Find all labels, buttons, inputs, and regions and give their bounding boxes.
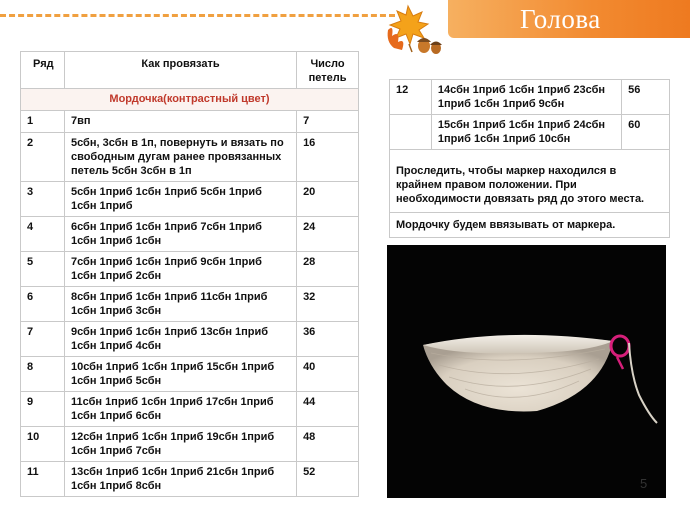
instructions-cell: 9сбн 1приб 1сбн 1приб 13сбн 1приб 1сбн 1приб 4сбн bbox=[64, 322, 296, 357]
stitch-count-cell: 60 bbox=[622, 115, 670, 150]
stitch-count-cell: 20 bbox=[297, 182, 359, 217]
continuation-table bbox=[389, 79, 670, 238]
row-number-cell: 1 bbox=[21, 111, 65, 133]
row-number-cell: 7 bbox=[21, 322, 65, 357]
row-number-cell: 11 bbox=[21, 462, 65, 497]
instructions-cell: 10сбн 1приб 1сбн 1приб 15сбн 1приб 1сбн 1приб 5сбн bbox=[64, 357, 296, 392]
instructions-cell: 7сбн 1приб 1сбн 1приб 9сбн 1приб 1сбн 1приб 2сбн bbox=[64, 252, 296, 287]
stitch-count-cell: 52 bbox=[297, 462, 359, 497]
row-number-cell bbox=[390, 115, 432, 150]
page-number: 5 bbox=[640, 476, 648, 491]
row-number-cell: 8 bbox=[21, 357, 65, 392]
stitch-count-cell: 36 bbox=[297, 322, 359, 357]
table-row bbox=[21, 111, 359, 133]
instructions-cell: 5сбн 1приб 1сбн 1приб 5сбн 1приб 1сбн 1приб bbox=[64, 182, 296, 217]
stitch-count-cell: 40 bbox=[297, 357, 359, 392]
table-row bbox=[390, 115, 670, 150]
stitch-count-cell: 44 bbox=[297, 392, 359, 427]
table-row bbox=[21, 462, 359, 497]
crochet-muzzle-photo bbox=[387, 245, 666, 498]
pattern-table bbox=[20, 51, 359, 497]
stitch-count-cell: 28 bbox=[297, 252, 359, 287]
table-row bbox=[21, 392, 359, 427]
instructions-cell: 13сбн 1приб 1сбн 1приб 21сбн 1приб 1сбн 1приб 8сбн bbox=[64, 462, 296, 497]
table-row bbox=[21, 357, 359, 392]
column-header-instructions: Как провязать bbox=[64, 52, 296, 89]
stitch-count-cell: 24 bbox=[297, 217, 359, 252]
column-header-row: Ряд bbox=[21, 52, 65, 89]
stitch-count-cell: 56 bbox=[622, 80, 670, 115]
row-number-cell: 5 bbox=[21, 252, 65, 287]
instructions-cell: 12сбн 1приб 1сбн 1приб 19сбн 1приб 1сбн 1приб 7сбн bbox=[64, 427, 296, 462]
marker-note: Проследить, чтобы маркер находился в крайнем правом положении. При необходимости довязать ряд до этого места. bbox=[390, 150, 670, 213]
header-divider bbox=[0, 14, 395, 17]
table-row bbox=[21, 133, 359, 182]
instructions-cell: 8сбн 1приб 1сбн 1приб 11сбн 1приб 1сбн 1приб 3сбн bbox=[64, 287, 296, 322]
table-row bbox=[21, 427, 359, 462]
table-row bbox=[21, 217, 359, 252]
table-row bbox=[390, 80, 670, 115]
instructions-cell: 6сбн 1приб 1сбн 1приб 7сбн 1приб 1сбн 1приб 1сбн bbox=[64, 217, 296, 252]
stitch-count-cell: 32 bbox=[297, 287, 359, 322]
table-row bbox=[21, 322, 359, 357]
marker-note-2: Мордочку будем ввязывать от маркера. bbox=[390, 213, 670, 238]
acorn-icon bbox=[417, 38, 442, 54]
row-number-cell: 4 bbox=[21, 217, 65, 252]
instructions-cell: 5сбн, 3сбн в 1п, повернуть и вязать по свободным дугам ранее провязанных петель 5сбн 3сбн в 1п bbox=[64, 133, 296, 182]
row-number-cell: 9 bbox=[21, 392, 65, 427]
column-header-count: Число петель bbox=[297, 52, 359, 89]
section-label: Мордочка(контрастный цвет) bbox=[21, 89, 359, 111]
instructions-cell: 15сбн 1приб 1сбн 1приб 24сбн 1приб 1сбн 1приб 10сбн bbox=[431, 115, 621, 150]
row-number-cell: 2 bbox=[21, 133, 65, 182]
instructions-cell: 11сбн 1приб 1сбн 1приб 17сбн 1приб 1сбн 1приб 6сбн bbox=[64, 392, 296, 427]
table-row bbox=[21, 182, 359, 217]
table-row bbox=[21, 252, 359, 287]
instructions-cell: 7вп bbox=[64, 111, 296, 133]
row-number-cell: 12 bbox=[390, 80, 432, 115]
instructions-cell: 14сбн 1приб 1сбн 1приб 23сбн 1приб 1сбн 1приб 9сбн bbox=[431, 80, 621, 115]
stitch-count-cell: 16 bbox=[297, 133, 359, 182]
row-number-cell: 6 bbox=[21, 287, 65, 322]
stitch-count-cell: 7 bbox=[297, 111, 359, 133]
row-number-cell: 3 bbox=[21, 182, 65, 217]
row-number-cell: 10 bbox=[21, 427, 65, 462]
page-title: Голова bbox=[520, 4, 601, 34]
stitch-count-cell: 48 bbox=[297, 427, 359, 462]
table-row bbox=[21, 287, 359, 322]
